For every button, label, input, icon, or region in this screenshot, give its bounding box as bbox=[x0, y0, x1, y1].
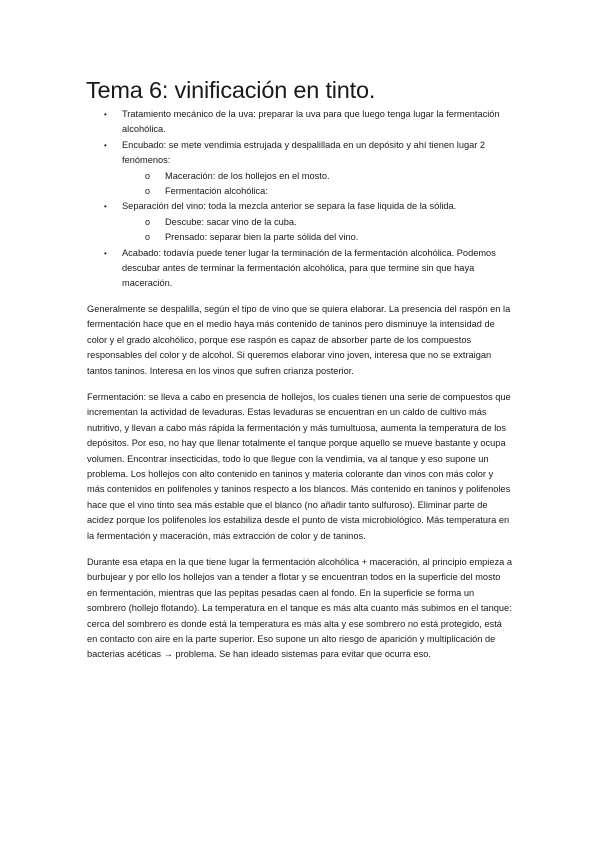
bullet-icon: • bbox=[104, 202, 107, 212]
list-item-text: Separación del vino: toda la mezcla anterior se separa la fase liquida de la sólida. bbox=[122, 201, 457, 212]
list-item bbox=[87, 246, 513, 292]
sub-bullet-icon: o bbox=[145, 186, 151, 197]
topic-bullet-list bbox=[87, 107, 513, 292]
sub-list-item-text: Maceración: de los hollejos en el mosto. bbox=[165, 170, 330, 181]
sub-list-item-text: Fermentación alcohólica: bbox=[165, 186, 268, 197]
body-paragraph: Generalmente se despalilla, según el tipo de vino que se quiera elaborar. La presencia del raspón en la fermentación hace que en el medio haya más contenido de taninos pero disminuye la intensidad de color y el grado alcohólico, porque ese raspón es capaz de absorber parte de los compuestos responsables del color y de alcohol. Si queremos elaborar vino joven, interesa que no se extraigan tantos taninos. Interesa en los vinos que sufren crianza posterior. bbox=[87, 303, 511, 376]
bullet-icon: • bbox=[104, 110, 107, 119]
sub-bullet-icon: o bbox=[145, 170, 151, 181]
list-item-text: Tratamiento mecánico de la uva: preparar la uva para que luego tenga lugar la fermentación alcohólica. bbox=[122, 109, 500, 135]
sub-list-item bbox=[87, 230, 513, 245]
sub-list-item bbox=[87, 215, 513, 230]
page-title: Tema 6: vinificación en tinto. bbox=[86, 77, 376, 103]
body-paragraph: Durante esa etapa en la que tiene lugar la fermentación alcohólica + maceración, al principio empieza a burbujear y por ello los hollejos van a tender a flotar y se encuentran todos en la superficie del mosto en fermentación, mientras que las pepitas pesadas caen al fondo. En la superficie se forma un sombrero (hollejo flotando). La temperatura en el tanque es más alta cuanto más subimos en el tanque: cerca del sombrero es donde está la temperatura es más alta y ese sombrero no está protegido, está en contacto con aire en la parte superior. Eso supone un alto riesgo de aparición y multiplicación de bacterias acéticas → problema. Se han ideado sistemas para evitar que ocurra eso. bbox=[87, 556, 512, 660]
sub-bullet-icon: o bbox=[145, 216, 151, 227]
list-item bbox=[87, 138, 513, 169]
sub-list-item-text: Prensado: separar bien la parte sólida del vino. bbox=[165, 232, 359, 243]
sub-list-item bbox=[87, 169, 513, 184]
sub-list-item-text: Descube: sacar vino de la cuba. bbox=[165, 216, 297, 227]
list-item bbox=[87, 107, 513, 138]
body-paragraph: Fermentación: se lleva a cabo en presencia de hollejos, los cuales tienen una serie de compuestos que incrementan la actividad de levaduras. Estas levaduras se encuentran en un caldo de cultivo más nutritivo, y llevan a cabo más rápida la fermentación y más tumultuosa, aumenta la temperatura de los depósitos. Por eso, no hay que llenar totalmente el tanque porque aquello se mueve bastante y ocupa volumen. Encontrar insecticidas, todo lo que llegue con la vendimia, va al tanque y eso supone un problema. Los hollejos con alto contenido en taninos y materia colorante dan vinos con más color y más contenidos en polifenoles y taninos respecto a los blancos. Más contenido en taninos y polifenoles hace que el vino tinto sea más estable que el blanco (no añadir tanto sulfuroso). Eliminar parte de acidez porque los polifenoles los estabiliza desde el punto de vista microbiológico. Más temperatura en la fermentación y maceración, más extracción de color y de taninos. bbox=[87, 391, 511, 541]
bullet-icon: • bbox=[104, 140, 107, 150]
list-item bbox=[87, 199, 513, 214]
sub-list-item bbox=[87, 184, 513, 199]
list-item-text: Acabado: todavía puede tener lugar la terminación de la fermentación alcohólica. Podemos descubar antes de terminar la fermentación alcohólica, para que termine sin que haya maceración. bbox=[122, 247, 496, 289]
sub-bullet-icon: o bbox=[145, 232, 151, 243]
list-item-text: Encubado: se mete vendimia estrujada y despalillada en un depósito y ahí tienen lugar 2 fenómenos: bbox=[122, 139, 486, 166]
bullet-icon: • bbox=[104, 248, 107, 258]
